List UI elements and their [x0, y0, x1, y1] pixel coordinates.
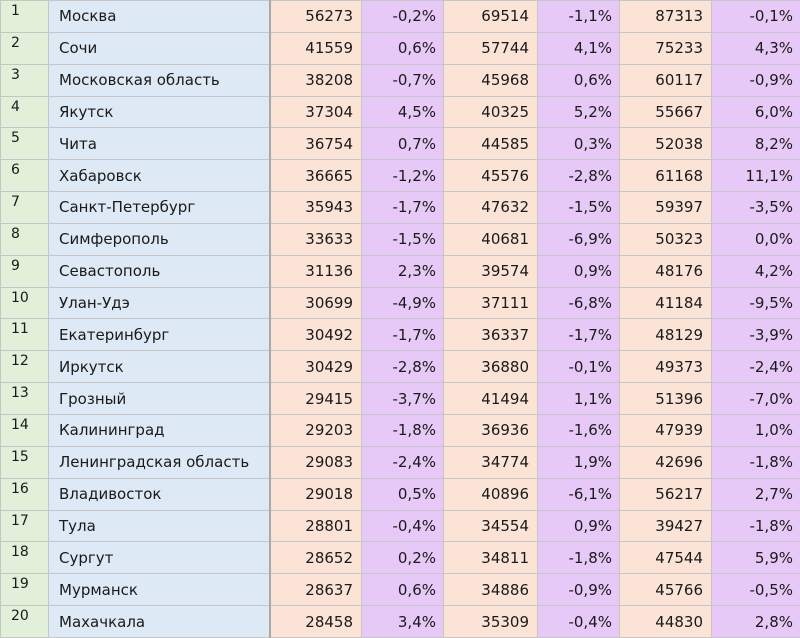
city-name-cell[interactable]: Москва [49, 1, 270, 33]
row-number-cell[interactable]: 8 [1, 223, 49, 255]
percent-cell-3[interactable]: -3,5% [712, 192, 800, 224]
percent-cell-1[interactable]: -2,4% [362, 446, 444, 478]
value-cell-1[interactable]: 36754 [270, 128, 362, 160]
percent-cell-2[interactable]: -6,1% [538, 478, 620, 510]
table-row [1, 446, 800, 478]
table-row [1, 574, 800, 606]
value-cell-2[interactable]: 34774 [444, 446, 538, 478]
value-cell-2[interactable]: 34811 [444, 542, 538, 574]
row-number-cell[interactable]: 20 [1, 606, 49, 638]
value-cell-2[interactable]: 45968 [444, 64, 538, 96]
percent-cell-1[interactable]: -2,8% [362, 351, 444, 383]
table-row [1, 542, 800, 574]
value-cell-1[interactable]: 30699 [270, 287, 362, 319]
percent-cell-2[interactable]: 0,3% [538, 128, 620, 160]
city-name-cell[interactable]: Чита [49, 128, 270, 160]
percent-cell-3[interactable]: -2,4% [712, 351, 800, 383]
percent-cell-2[interactable]: -0,1% [538, 351, 620, 383]
percent-cell-2[interactable]: 0,6% [538, 64, 620, 96]
table-row [1, 510, 800, 542]
percent-cell-3[interactable]: 2,8% [712, 606, 800, 638]
city-name-cell[interactable]: Севастополь [49, 255, 270, 287]
percent-cell-1[interactable]: 0,2% [362, 542, 444, 574]
table-row [1, 351, 800, 383]
value-cell-2[interactable]: 44585 [444, 128, 538, 160]
percent-cell-3[interactable]: 4,3% [712, 32, 800, 64]
value-cell-3[interactable]: 61168 [620, 160, 712, 192]
percent-cell-2[interactable]: 0,9% [538, 255, 620, 287]
city-name-cell[interactable]: Улан-Удэ [49, 287, 270, 319]
row-number-cell[interactable]: 19 [1, 574, 49, 606]
row-number-cell[interactable]: 2 [1, 32, 49, 64]
value-cell-1[interactable]: 29018 [270, 478, 362, 510]
table-row [1, 287, 800, 319]
table-row [1, 32, 800, 64]
value-cell-2[interactable]: 35309 [444, 606, 538, 638]
table-row [1, 160, 800, 192]
row-number-cell[interactable]: 4 [1, 96, 49, 128]
percent-cell-1[interactable]: -0,4% [362, 510, 444, 542]
percent-cell-2[interactable]: 1,1% [538, 383, 620, 415]
city-name-cell[interactable]: Иркутск [49, 351, 270, 383]
city-name-cell[interactable]: Хабаровск [49, 160, 270, 192]
percent-cell-3[interactable]: 6,0% [712, 96, 800, 128]
value-cell-2[interactable]: 40325 [444, 96, 538, 128]
table-row [1, 64, 800, 96]
value-cell-2[interactable]: 57744 [444, 32, 538, 64]
percent-cell-1[interactable]: -0,2% [362, 1, 444, 33]
value-cell-1[interactable]: 31136 [270, 255, 362, 287]
value-cell-1[interactable]: 38208 [270, 64, 362, 96]
value-cell-2[interactable]: 47632 [444, 192, 538, 224]
value-cell-2[interactable]: 36936 [444, 414, 538, 446]
row-number-cell[interactable]: 15 [1, 446, 49, 478]
percent-cell-3[interactable]: -0,5% [712, 574, 800, 606]
value-cell-1[interactable]: 35943 [270, 192, 362, 224]
percent-cell-3[interactable]: 0,0% [712, 223, 800, 255]
value-cell-1[interactable]: 30429 [270, 351, 362, 383]
city-name-cell[interactable]: Санкт-Петербург [49, 192, 270, 224]
percent-cell-1[interactable]: 0,7% [362, 128, 444, 160]
percent-cell-2[interactable]: -1,6% [538, 414, 620, 446]
percent-cell-1[interactable]: 2,3% [362, 255, 444, 287]
table-row [1, 383, 800, 415]
percent-cell-2[interactable]: -6,9% [538, 223, 620, 255]
row-number-cell[interactable]: 12 [1, 351, 49, 383]
percent-cell-3[interactable]: 11,1% [712, 160, 800, 192]
value-cell-1[interactable]: 29083 [270, 446, 362, 478]
city-name-cell[interactable]: Тула [49, 510, 270, 542]
value-cell-2[interactable]: 34886 [444, 574, 538, 606]
percent-cell-1[interactable]: -1,2% [362, 160, 444, 192]
value-cell-1[interactable]: 28801 [270, 510, 362, 542]
percent-cell-3[interactable]: -9,5% [712, 287, 800, 319]
row-number-cell[interactable]: 9 [1, 255, 49, 287]
row-number-cell[interactable]: 17 [1, 510, 49, 542]
city-name-cell[interactable]: Московская область [49, 64, 270, 96]
percent-cell-3[interactable]: -1,8% [712, 510, 800, 542]
percent-cell-2[interactable]: -1,1% [538, 1, 620, 33]
row-number-cell[interactable]: 6 [1, 160, 49, 192]
value-cell-3[interactable]: 75233 [620, 32, 712, 64]
row-number-cell[interactable]: 16 [1, 478, 49, 510]
row-number-cell[interactable]: 11 [1, 319, 49, 351]
percent-cell-3[interactable]: -0,1% [712, 1, 800, 33]
value-cell-3[interactable]: 56217 [620, 478, 712, 510]
value-cell-3[interactable]: 55667 [620, 96, 712, 128]
value-cell-2[interactable]: 37111 [444, 287, 538, 319]
percent-cell-2[interactable]: -0,4% [538, 606, 620, 638]
percent-cell-3[interactable]: 4,2% [712, 255, 800, 287]
percent-cell-3[interactable]: -0,9% [712, 64, 800, 96]
table-row [1, 414, 800, 446]
percent-cell-3[interactable]: -1,8% [712, 446, 800, 478]
value-cell-3[interactable]: 51396 [620, 383, 712, 415]
percent-cell-1[interactable]: -1,7% [362, 319, 444, 351]
table-row [1, 478, 800, 510]
percent-cell-2[interactable]: -6,8% [538, 287, 620, 319]
value-cell-1[interactable]: 29415 [270, 383, 362, 415]
value-cell-2[interactable]: 36880 [444, 351, 538, 383]
city-name-cell[interactable]: Екатеринбург [49, 319, 270, 351]
value-cell-3[interactable]: 49373 [620, 351, 712, 383]
city-name-cell[interactable]: Калининград [49, 414, 270, 446]
value-cell-1[interactable]: 41559 [270, 32, 362, 64]
value-cell-2[interactable]: 40681 [444, 223, 538, 255]
value-cell-3[interactable]: 44830 [620, 606, 712, 638]
percent-cell-1[interactable]: -1,5% [362, 223, 444, 255]
table-row [1, 223, 800, 255]
percent-cell-1[interactable]: 0,6% [362, 32, 444, 64]
value-cell-2[interactable]: 40896 [444, 478, 538, 510]
table-row [1, 192, 800, 224]
value-cell-2[interactable]: 36337 [444, 319, 538, 351]
percent-cell-2[interactable]: -0,9% [538, 574, 620, 606]
table-row [1, 96, 800, 128]
value-cell-1[interactable]: 29203 [270, 414, 362, 446]
value-cell-1[interactable]: 36665 [270, 160, 362, 192]
percent-cell-2[interactable]: 1,9% [538, 446, 620, 478]
percent-cell-3[interactable]: -3,9% [712, 319, 800, 351]
row-number-cell[interactable]: 5 [1, 128, 49, 160]
table-body [1, 1, 800, 638]
value-cell-1[interactable]: 30492 [270, 319, 362, 351]
percent-cell-1[interactable]: -4,9% [362, 287, 444, 319]
percent-cell-1[interactable]: 4,5% [362, 96, 444, 128]
city-name-cell[interactable]: Махачкала [49, 606, 270, 638]
row-number-cell[interactable]: 3 [1, 64, 49, 96]
row-number-cell[interactable]: 13 [1, 383, 49, 415]
value-cell-2[interactable]: 69514 [444, 1, 538, 33]
percent-cell-3[interactable]: 2,7% [712, 478, 800, 510]
value-cell-2[interactable]: 41494 [444, 383, 538, 415]
value-cell-3[interactable]: 50323 [620, 223, 712, 255]
city-name-cell[interactable]: Симферополь [49, 223, 270, 255]
city-name-cell[interactable]: Мурманск [49, 574, 270, 606]
value-cell-1[interactable]: 28458 [270, 606, 362, 638]
percent-cell-3[interactable]: 8,2% [712, 128, 800, 160]
value-cell-3[interactable]: 48129 [620, 319, 712, 351]
value-cell-3[interactable]: 47939 [620, 414, 712, 446]
value-cell-2[interactable]: 34554 [444, 510, 538, 542]
city-name-cell[interactable]: Сургут [49, 542, 270, 574]
value-cell-1[interactable]: 56273 [270, 1, 362, 33]
percent-cell-3[interactable]: -7,0% [712, 383, 800, 415]
value-cell-1[interactable]: 37304 [270, 96, 362, 128]
row-number-cell[interactable]: 14 [1, 414, 49, 446]
value-cell-3[interactable]: 47544 [620, 542, 712, 574]
percent-cell-2[interactable]: 4,1% [538, 32, 620, 64]
percent-cell-2[interactable]: 0,9% [538, 510, 620, 542]
value-cell-3[interactable]: 41184 [620, 287, 712, 319]
value-cell-3[interactable]: 42696 [620, 446, 712, 478]
percent-cell-2[interactable]: -1,7% [538, 319, 620, 351]
value-cell-3[interactable]: 39427 [620, 510, 712, 542]
city-name-cell[interactable]: Владивосток [49, 478, 270, 510]
value-cell-3[interactable]: 59397 [620, 192, 712, 224]
value-cell-1[interactable]: 28652 [270, 542, 362, 574]
city-name-cell[interactable]: Якутск [49, 96, 270, 128]
table-row [1, 255, 800, 287]
percent-cell-1[interactable]: 0,5% [362, 478, 444, 510]
value-cell-1[interactable]: 28637 [270, 574, 362, 606]
percent-cell-2[interactable]: -1,8% [538, 542, 620, 574]
row-number-cell[interactable]: 7 [1, 192, 49, 224]
percent-cell-2[interactable]: 5,2% [538, 96, 620, 128]
row-number-cell[interactable]: 1 [1, 1, 49, 33]
table-row [1, 319, 800, 351]
city-name-cell[interactable]: Грозный [49, 383, 270, 415]
percent-cell-3[interactable]: 5,9% [712, 542, 800, 574]
value-cell-1[interactable]: 33633 [270, 223, 362, 255]
percent-cell-1[interactable]: -1,7% [362, 192, 444, 224]
percent-cell-1[interactable]: 3,4% [362, 606, 444, 638]
table-row [1, 606, 800, 638]
table-row [1, 128, 800, 160]
percent-cell-1[interactable]: -1,8% [362, 414, 444, 446]
row-number-cell[interactable]: 10 [1, 287, 49, 319]
percent-cell-1[interactable]: -3,7% [362, 383, 444, 415]
value-cell-3[interactable]: 87313 [620, 1, 712, 33]
city-name-cell[interactable]: Ленинградская область [49, 446, 270, 478]
row-number-cell[interactable]: 18 [1, 542, 49, 574]
city-name-cell[interactable]: Сочи [49, 32, 270, 64]
value-cell-3[interactable]: 45766 [620, 574, 712, 606]
table-row [1, 1, 800, 33]
percent-cell-1[interactable]: 0,6% [362, 574, 444, 606]
value-cell-2[interactable]: 39574 [444, 255, 538, 287]
value-cell-3[interactable]: 52038 [620, 128, 712, 160]
percent-cell-3[interactable]: 1,0% [712, 414, 800, 446]
percent-cell-2[interactable]: -2,8% [538, 160, 620, 192]
percent-cell-2[interactable]: -1,5% [538, 192, 620, 224]
percent-cell-1[interactable]: -0,7% [362, 64, 444, 96]
value-cell-3[interactable]: 60117 [620, 64, 712, 96]
value-cell-2[interactable]: 45576 [444, 160, 538, 192]
value-cell-3[interactable]: 48176 [620, 255, 712, 287]
